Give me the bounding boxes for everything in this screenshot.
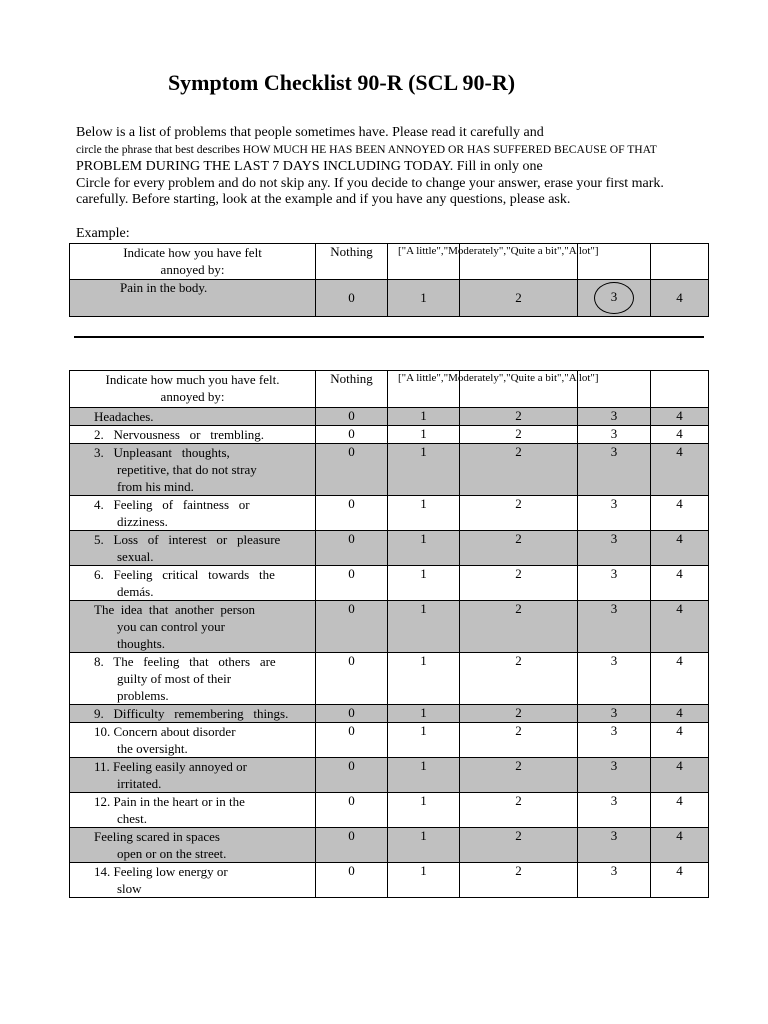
symptom-item-line: 10. Concern about disorder xyxy=(94,724,236,739)
score-option-2[interactable]: 2 xyxy=(460,705,578,723)
symptom-item xyxy=(70,705,316,723)
symptom-item-line: Headaches. xyxy=(94,409,154,424)
score-option-4[interactable]: 4 xyxy=(651,601,709,653)
score-option-4[interactable]: 4 xyxy=(651,828,709,863)
symptom-item xyxy=(70,653,316,705)
score-option-3[interactable]: 3 xyxy=(578,863,651,898)
table-row xyxy=(70,793,709,828)
score-option-3[interactable]: 3 xyxy=(578,723,651,758)
score-option-2[interactable]: 2 xyxy=(460,531,578,566)
example-label: Example: xyxy=(76,226,130,241)
symptom-item-line: 4. Feeling of faintness or xyxy=(94,497,250,512)
table-row xyxy=(70,426,709,444)
symptom-item-line: Feeling scared in spaces xyxy=(94,829,220,844)
score-option-0[interactable]: 0 xyxy=(316,426,388,444)
table-row xyxy=(70,601,709,653)
symptom-item xyxy=(70,426,316,444)
score-option-0[interactable]: 0 xyxy=(316,566,388,601)
symptom-item-line: 2. Nervousness or trembling. xyxy=(94,427,265,442)
example-row xyxy=(70,280,709,317)
score-option-4[interactable]: 4 xyxy=(651,426,709,444)
symptom-item-line: 14. Feeling low energy or xyxy=(94,864,228,879)
symptom-item-line: sexual. xyxy=(117,549,154,564)
symptom-item xyxy=(70,793,316,828)
symptom-item-line: 11. Feeling easily annoyed or xyxy=(94,759,247,774)
score-option-2[interactable]: 2 xyxy=(460,601,578,653)
score-option-2[interactable]: 2 xyxy=(460,828,578,863)
example-score-4[interactable]: 4 xyxy=(651,280,709,317)
symptom-item xyxy=(70,408,316,426)
score-option-1[interactable]: 1 xyxy=(388,444,460,496)
score-option-1[interactable]: 1 xyxy=(388,566,460,601)
score-option-3[interactable]: 3 xyxy=(578,793,651,828)
score-option-1[interactable]: 1 xyxy=(388,426,460,444)
score-option-0[interactable]: 0 xyxy=(316,444,388,496)
score-option-1[interactable]: 1 xyxy=(388,758,460,793)
instructions-line-3: PROBLEM DURING THE LAST 7 DAYS INCLUDING TODAY. Fill in only one xyxy=(76,159,543,174)
symptom-item xyxy=(70,566,316,601)
score-option-2[interactable]: 2 xyxy=(460,653,578,705)
symptom-item xyxy=(70,723,316,758)
table-row xyxy=(70,758,709,793)
score-option-4[interactable]: 4 xyxy=(651,723,709,758)
table-row xyxy=(70,531,709,566)
score-option-0[interactable]: 0 xyxy=(316,531,388,566)
score-option-4[interactable]: 4 xyxy=(651,793,709,828)
score-option-1[interactable]: 1 xyxy=(388,863,460,898)
symptom-item-line: The idea that another person xyxy=(94,602,255,617)
example-score-1[interactable]: 1 xyxy=(388,280,460,317)
table-row xyxy=(70,863,709,898)
score-option-2[interactable]: 2 xyxy=(460,758,578,793)
instructions-line-5: carefully. Before starting, look at the example and if you have any questions, please ask. xyxy=(76,192,571,207)
score-option-1[interactable]: 1 xyxy=(388,705,460,723)
example-header-scale: ["A little","Moderately","Quite a bit","A lot"] xyxy=(388,244,460,280)
example-score-3[interactable] xyxy=(578,280,651,317)
symptom-table xyxy=(69,370,709,898)
table-row xyxy=(70,496,709,531)
score-option-2[interactable]: 2 xyxy=(460,426,578,444)
table-row xyxy=(70,828,709,863)
symptom-item-line: 3. Unpleasant thoughts, xyxy=(94,445,230,460)
symptom-item-line: 9. Difficulty remembering things. xyxy=(94,706,289,721)
score-option-4[interactable]: 4 xyxy=(651,566,709,601)
score-option-3[interactable]: 3 xyxy=(578,566,651,601)
score-option-0[interactable]: 0 xyxy=(316,863,388,898)
score-option-0[interactable]: 0 xyxy=(316,828,388,863)
score-option-3[interactable]: 3 xyxy=(578,496,651,531)
score-option-3[interactable]: 3 xyxy=(578,828,651,863)
symptom-item-line: 5. Loss of interest or pleasure xyxy=(94,532,281,547)
score-option-0[interactable]: 0 xyxy=(316,601,388,653)
instructions-line-2: circle the phrase that best describes HOW MUCH HE HAS BEEN ANNOYED OR HAS SUFFERED BECAUSE OF THAT xyxy=(76,143,657,156)
score-option-2[interactable]: 2 xyxy=(460,408,578,426)
symptom-item-line: demás. xyxy=(117,584,154,599)
symptom-item-line: slow xyxy=(117,881,142,896)
score-option-1[interactable]: 1 xyxy=(388,408,460,426)
score-option-1[interactable]: 1 xyxy=(388,601,460,653)
table-row xyxy=(70,705,709,723)
symptom-item-line: 12. Pain in the heart or in the xyxy=(94,794,245,809)
symptom-item-line: open or on the street. xyxy=(117,846,227,861)
table-row xyxy=(70,723,709,758)
score-option-3[interactable]: 3 xyxy=(578,531,651,566)
example-header-question: Indicate how you have felt annoyed by: xyxy=(70,244,316,280)
score-option-2[interactable]: 2 xyxy=(460,793,578,828)
symptom-item xyxy=(70,863,316,898)
table-row xyxy=(70,566,709,601)
score-option-3[interactable]: 3 xyxy=(578,601,651,653)
symptom-item-line: from his mind. xyxy=(117,479,194,494)
table-row xyxy=(70,653,709,705)
example-score-2[interactable]: 2 xyxy=(460,280,578,317)
table-row xyxy=(70,408,709,426)
symptom-item-line: irritated. xyxy=(117,776,162,791)
score-option-0[interactable]: 0 xyxy=(316,496,388,531)
circled-answer: 3 xyxy=(594,282,634,314)
score-option-3[interactable]: 3 xyxy=(578,705,651,723)
score-option-2[interactable]: 2 xyxy=(460,863,578,898)
symptom-item-line: 6. Feeling critical towards the xyxy=(94,567,275,582)
table-row xyxy=(70,444,709,496)
example-header-nothing: Nothing xyxy=(316,244,388,280)
score-option-3[interactable]: 3 xyxy=(578,653,651,705)
score-option-1[interactable]: 1 xyxy=(388,723,460,758)
section-divider xyxy=(74,336,704,338)
score-option-4[interactable]: 4 xyxy=(651,705,709,723)
score-option-3[interactable]: 3 xyxy=(578,444,651,496)
example-table xyxy=(69,243,709,317)
main-header-row xyxy=(70,371,709,408)
main-header-nothing: Nothing xyxy=(316,371,388,408)
symptom-item-line: guilty of most of their xyxy=(117,671,232,686)
symptom-item xyxy=(70,444,316,496)
example-item: Pain in the body. xyxy=(70,280,316,317)
symptom-item xyxy=(70,758,316,793)
symptom-item-line: thoughts. xyxy=(117,636,166,651)
score-option-4[interactable]: 4 xyxy=(651,531,709,566)
score-option-4[interactable]: 4 xyxy=(651,863,709,898)
score-option-3[interactable]: 3 xyxy=(578,408,651,426)
score-option-4[interactable]: 4 xyxy=(651,496,709,531)
main-header-scale: ["A little","Moderately","Quite a bit","A lot"] xyxy=(388,371,460,408)
score-option-2[interactable]: 2 xyxy=(460,496,578,531)
score-option-1[interactable]: 1 xyxy=(388,653,460,705)
symptom-item-line: dizziness. xyxy=(117,514,168,529)
score-option-2[interactable]: 2 xyxy=(460,444,578,496)
symptom-item-line: problems. xyxy=(117,688,169,703)
page-title: Symptom Checklist 90-R (SCL 90-R) xyxy=(167,70,516,95)
symptom-item-line: 8. The feeling that others are xyxy=(94,654,276,669)
score-option-4[interactable]: 4 xyxy=(651,408,709,426)
score-option-0[interactable]: 0 xyxy=(316,758,388,793)
instructions-line-4: Circle for every problem and do not skip any. If you decide to change your answer, erase your first mark. xyxy=(76,176,664,191)
symptom-item xyxy=(70,828,316,863)
symptom-item-line: you can control your xyxy=(117,619,225,634)
score-option-2[interactable]: 2 xyxy=(460,566,578,601)
score-option-0[interactable]: 0 xyxy=(316,705,388,723)
score-option-2[interactable]: 2 xyxy=(460,723,578,758)
score-option-0[interactable]: 0 xyxy=(316,793,388,828)
main-header-question: Indicate how much you have felt. annoyed by: xyxy=(70,371,316,408)
score-option-0[interactable]: 0 xyxy=(316,723,388,758)
symptom-item-line: chest. xyxy=(117,811,147,826)
score-option-3[interactable]: 3 xyxy=(578,758,651,793)
score-option-0[interactable]: 0 xyxy=(316,408,388,426)
symptom-item xyxy=(70,531,316,566)
symptom-item xyxy=(70,601,316,653)
score-option-1[interactable]: 1 xyxy=(388,496,460,531)
score-option-3[interactable]: 3 xyxy=(578,426,651,444)
instructions-line-1: Below is a list of problems that people sometimes have. Please read it carefully and xyxy=(76,125,544,140)
score-option-1[interactable]: 1 xyxy=(388,793,460,828)
score-option-4[interactable]: 4 xyxy=(651,444,709,496)
score-option-4[interactable]: 4 xyxy=(651,758,709,793)
score-option-4[interactable]: 4 xyxy=(651,653,709,705)
score-option-1[interactable]: 1 xyxy=(388,828,460,863)
symptom-item-line: repetitive, that do not stray xyxy=(117,462,257,477)
symptom-item-line: the oversight. xyxy=(117,741,188,756)
symptom-item xyxy=(70,496,316,531)
score-option-0[interactable]: 0 xyxy=(316,653,388,705)
example-score-0[interactable]: 0 xyxy=(316,280,388,317)
score-option-1[interactable]: 1 xyxy=(388,531,460,566)
example-header-row xyxy=(70,244,709,280)
